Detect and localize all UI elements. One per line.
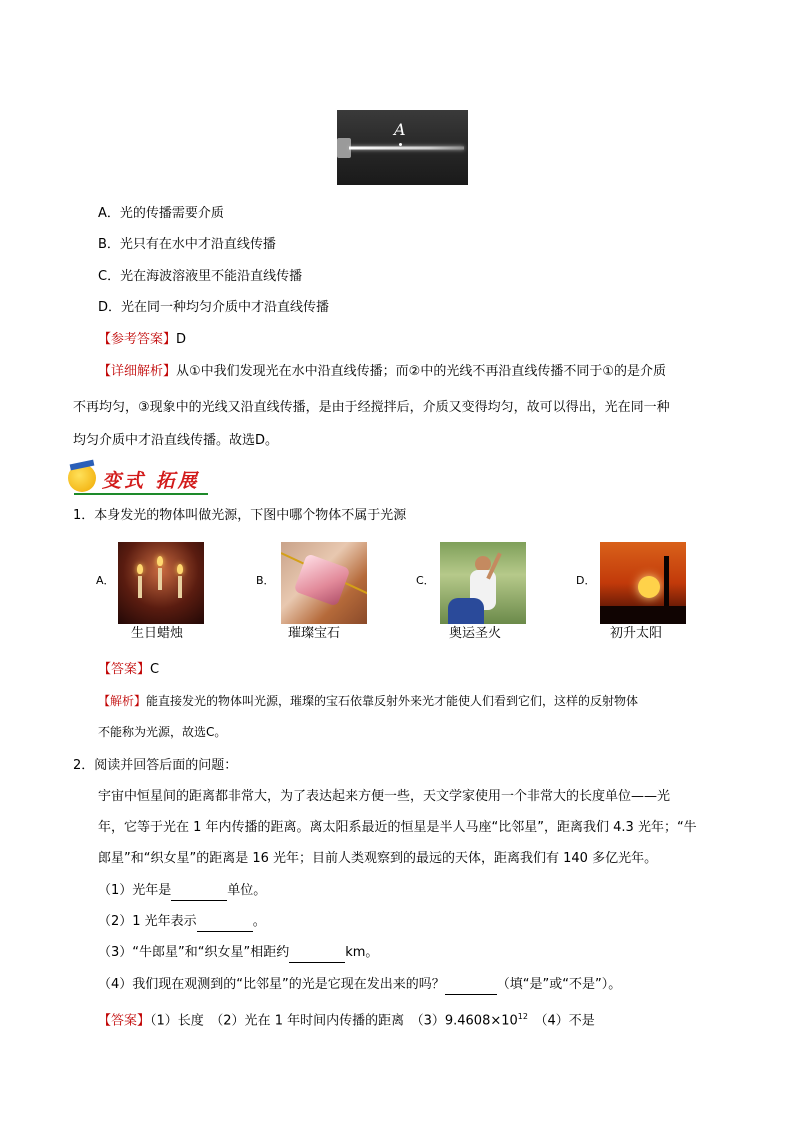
analysis-line-3: 均匀介质中才沿直线传播。故选D。	[73, 433, 279, 448]
q2-answer-tag: 【答案】	[98, 1013, 151, 1029]
option-c: C．光在海波溶液里不能沿直线传播	[98, 269, 303, 284]
reference-answer-value: D	[176, 332, 187, 347]
q2-answer	[98, 1008, 595, 1030]
q2-blank-4[interactable]	[445, 976, 497, 995]
q2-blank-1[interactable]	[171, 882, 227, 901]
reference-answer-tag: 【参考答案】	[98, 332, 177, 347]
q1-caption-b: 璀璨宝石	[288, 626, 341, 641]
q1-choice-d-letter: D．	[576, 574, 596, 587]
reference-answer	[98, 331, 186, 349]
rising-sun-image	[600, 542, 686, 624]
q1-choice-a-letter: A．	[96, 574, 115, 587]
q1-analysis-text-1: 能直接发光的物体叫光源，璀璨的宝石依靠反射外来光才能使人们看到它们，这样的反射物体	[146, 694, 639, 708]
olympic-torch-image	[440, 542, 526, 624]
option-d: D．光在同一种均匀介质中才沿直线传播	[98, 300, 330, 315]
point-marker	[399, 143, 402, 146]
q1-answer-tag: 【答案】	[98, 662, 151, 677]
q2-blank-2[interactable]	[197, 913, 253, 932]
q2-sub-1-prefix: （1）光年是	[98, 883, 172, 898]
q2-para-1: 宇宙中恒星间的距离都非常大，为了表达起来方便一些，天文学家使用一个非常大的长度单位——光	[98, 789, 671, 804]
analysis-tag: 【详细解析】	[98, 364, 177, 379]
birthday-candle-image	[118, 542, 204, 624]
q2-answer-exponent: 12	[517, 1012, 528, 1021]
q2-answer-tail: （4）不是	[527, 1013, 595, 1029]
section-underline	[74, 493, 208, 495]
laser-beam	[349, 146, 464, 149]
q2-sub-3	[98, 944, 378, 963]
laser-photo	[337, 110, 468, 185]
q2-sub-2-prefix: （2）1 光年表示	[98, 914, 197, 929]
q1-analysis-line-2: 不能称为光源，故选C。	[98, 725, 227, 739]
gemstone-image	[281, 542, 367, 624]
q1-caption-c: 奥运圣火	[449, 626, 502, 641]
q2-sub-3-prefix: （3）“牛郎星”和“织女星”相距约	[98, 945, 290, 960]
analysis-text-1: 从①中我们发现光在水中沿直线传播；而②中的光线不再沿直线传播不同于①的是介质	[176, 364, 666, 379]
q1-answer	[98, 661, 159, 679]
option-b: B．光只有在水中才沿直线传播	[98, 237, 276, 252]
q2-stem: 2．阅读并回答后面的问题：	[73, 758, 238, 773]
q1-answer-value: C	[150, 662, 160, 677]
q1-caption-d: 初升太阳	[610, 626, 663, 641]
q2-para-2: 年，它等于光在 1 年内传播的距离。离太阳系最近的恒星是半人马座“比邻星”，距离我们 4.3 光年；“牛	[98, 820, 697, 835]
option-a: A．光的传播需要介质	[98, 206, 224, 221]
q2-para-3: 郎星”和“织女星”的距离是 16 光年；目前人类观察到的最远的天体，距离我们有 140 多亿光年。	[98, 851, 658, 866]
section-banner	[66, 462, 208, 498]
analysis-line-1	[98, 363, 666, 381]
q1-analysis-tag: 【解析】	[98, 694, 147, 708]
q2-sub-4-prefix: （4）我们现在观测到的“比邻星”的光是它现在发出来的吗？	[98, 977, 445, 992]
q2-sub-1-suffix: 单位。	[227, 883, 267, 898]
q1-choice-c-letter: C．	[416, 574, 435, 587]
analysis-line-2: 不再均匀，③现象中的光线又沿直线传播，是由于经搅拌后，介质又变得均匀，故可以得出，光在同一种	[73, 400, 670, 415]
q1-analysis-line-1	[98, 692, 638, 710]
q1-caption-a: 生日蜡烛	[131, 626, 184, 641]
q2-sub-4-suffix: （填“是”或“不是”）。	[496, 977, 622, 992]
q2-sub-4	[98, 976, 621, 995]
q2-sub-1	[98, 882, 266, 901]
q2-sub-2-suffix: 。	[252, 914, 266, 929]
q2-sub-2	[98, 913, 266, 932]
q2-sub-3-suffix: km。	[345, 945, 379, 960]
section-title: 变式 拓展	[102, 470, 200, 492]
figure-label: A	[394, 120, 406, 139]
q2-answer-text: （1）长度 （2）光在 1 年时间内传播的距离 （3）9.4608×10	[150, 1013, 518, 1029]
q1-stem: 1．本身发光的物体叫做光源，下图中哪个物体不属于光源	[73, 508, 407, 523]
q2-blank-3[interactable]	[289, 944, 345, 963]
q1-choice-b-letter: B．	[256, 574, 275, 587]
